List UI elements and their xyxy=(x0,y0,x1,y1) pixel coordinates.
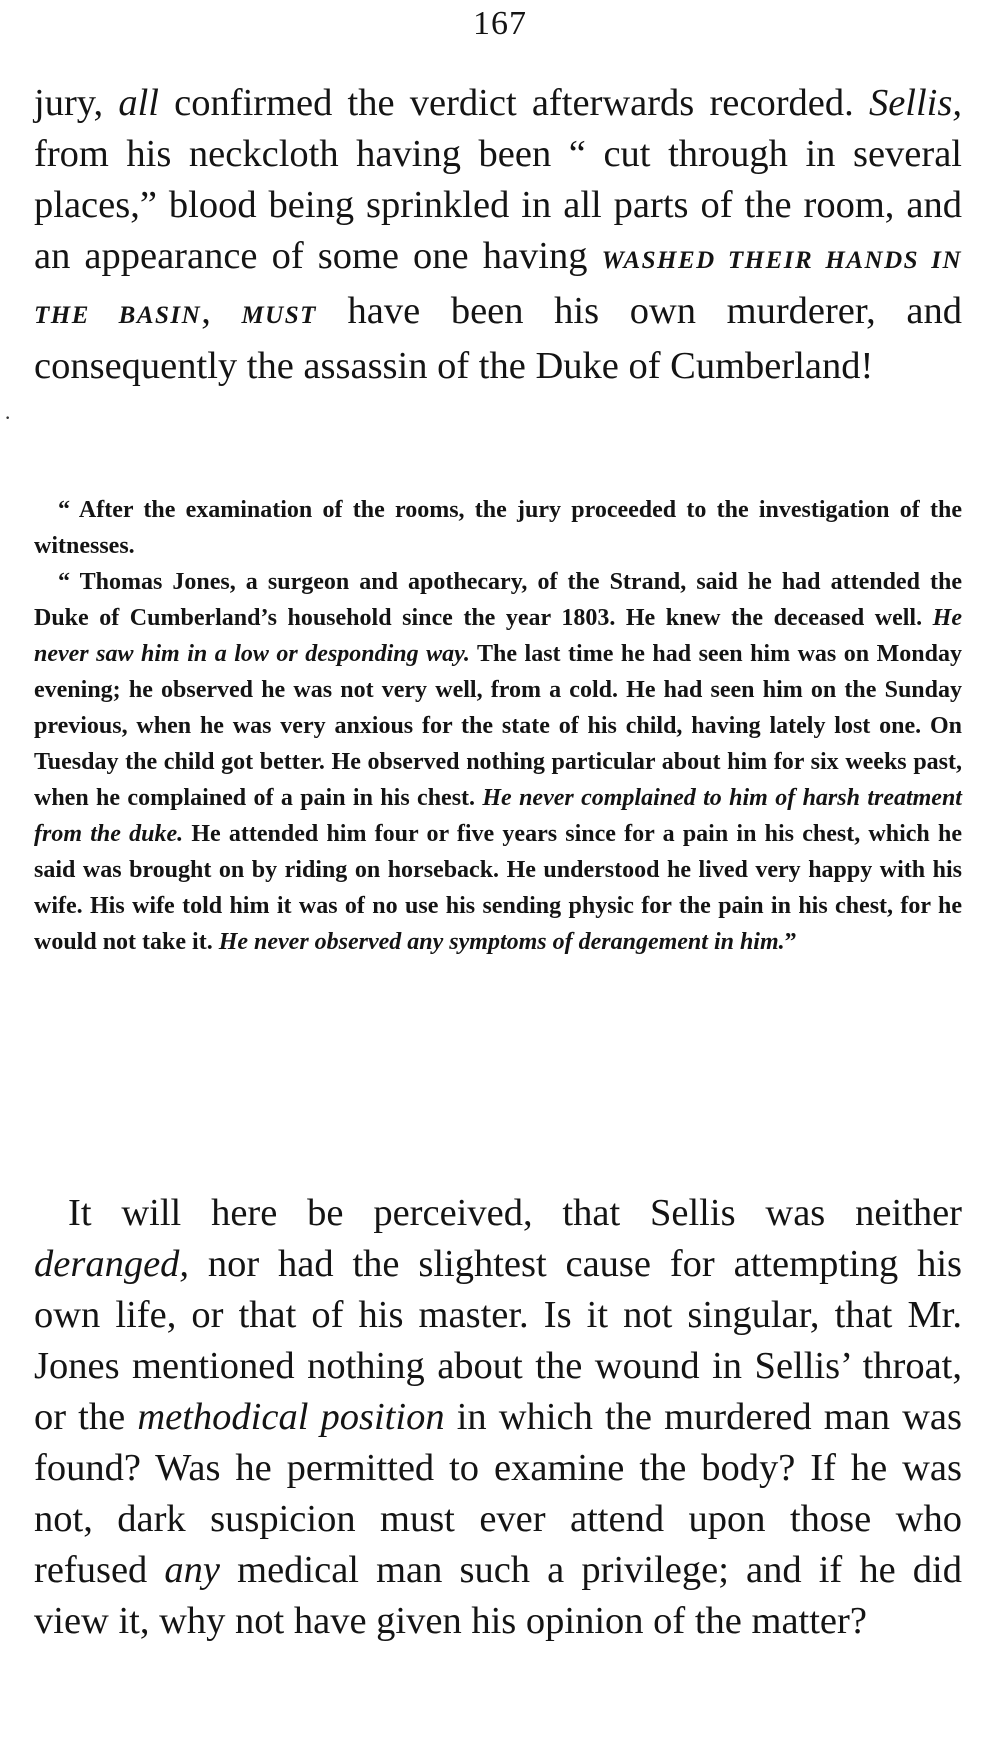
paragraph-text xyxy=(34,78,962,392)
text-run: ” xyxy=(784,929,797,955)
text-run: jury, xyxy=(34,82,119,124)
text-run: He attended him four or five years since for a pain in his chest, which he said was brought on by riding on horseback. He understood he lived very happy with his wife. His wife told him it was of no use his sending physic for the pain in his chest, for he would not take it. xyxy=(34,821,962,955)
small-caps-run: WASHED THEIR HANDS IN THE BASIN xyxy=(34,247,962,329)
quoted-testimony xyxy=(34,492,962,960)
text-run: confirmed the verdict afterwards recorded. xyxy=(158,82,869,124)
italic-run: deranged, xyxy=(34,1243,190,1285)
text-run: It will here be perceived, that Sellis was neither xyxy=(68,1192,962,1234)
italic-run: He never saw him in a low or desponding way. xyxy=(34,605,962,667)
text-run: in which the murdered man was found? Was he permitted to examine the body? If he was not, dark suspicion must ever attend upon those who refused xyxy=(34,1396,962,1591)
italic-run: He never complained to him of harsh treatment from the duke. xyxy=(34,785,962,847)
text-run: from his neckcloth having been “ cut through in several places,” blood being sprinkled in all parts of the room, and an appearance of some one having xyxy=(34,133,962,277)
italic-run: all xyxy=(118,82,159,124)
quote-paragraph-examination: “ After the examination of the rooms, the jury proceeded to the investigation of the witnesses. xyxy=(34,497,962,559)
text-run: The last time he had seen him was on Monday evening; he observed he was not very well, from a cold. He had seen him on the Sunday previous, when he was very anxious for the state of his child, having lately lost one. On Tuesday the child got better. He observed nothing particular about him for six weeks past, when he complained of a pain in his chest. xyxy=(34,641,962,811)
text-run: “ Thomas Jones, a surgeon and apothecary, of the Strand, said he had attended the Duke of Cumberland’s household since the year 1803. He knew the deceased well. xyxy=(34,569,962,631)
text-run: nor had the slightest cause for attempting his own life, or that of his master. Is it not singular, that Mr. Jones mentioned nothing about the wound in Sellis’ throat, or the xyxy=(34,1243,962,1438)
italic-run: methodical position xyxy=(137,1396,445,1438)
text-run: have been his own murderer, and consequently the assassin of the Duke of Cumberland! xyxy=(34,290,962,387)
small-caps-run: MUST xyxy=(241,302,317,329)
text-run: , xyxy=(201,290,242,332)
paragraph-verdict xyxy=(34,78,962,392)
quote-paragraph-thomas-jones xyxy=(34,564,962,960)
italic-run: Sellis, xyxy=(868,82,962,124)
paragraph-commentary xyxy=(34,1188,962,1647)
margin-mark: · xyxy=(4,405,12,430)
text-run: medical man such a privilege; and if he did view it, why not have given his opinion of the matter? xyxy=(34,1549,962,1642)
italic-run: He never observed any symptoms of derangement in him. xyxy=(218,929,785,955)
italic-run: any xyxy=(164,1549,221,1591)
paragraph-text xyxy=(34,1188,962,1647)
page-number: 167 xyxy=(473,5,527,42)
